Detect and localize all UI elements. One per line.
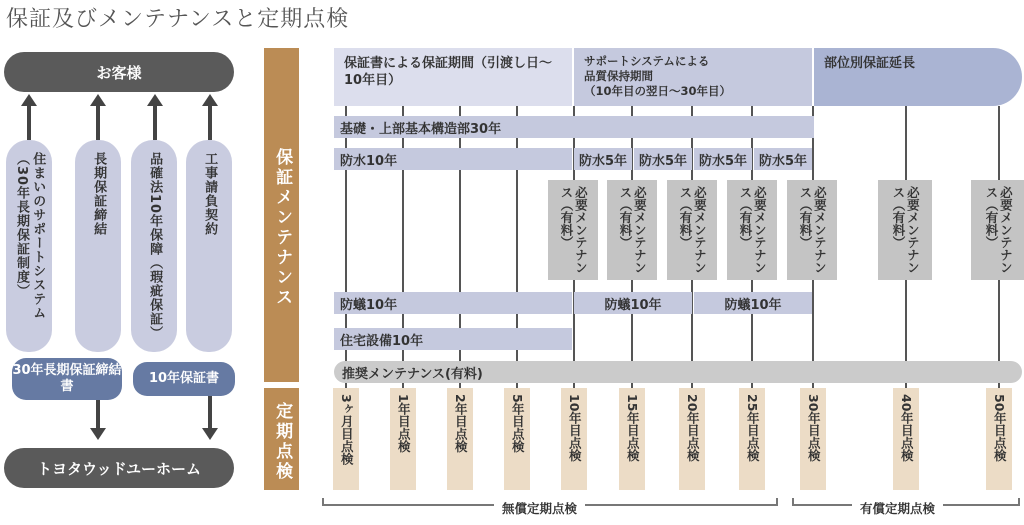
pillar-construction-contract: 工事請負契約 (186, 140, 232, 352)
bar-waterproof-5: 防水5年 (694, 148, 752, 170)
inspection-box: 10年目点検 (561, 388, 587, 490)
inspection-box: 1年目点検 (390, 388, 416, 490)
maintenance-box: 必要メンテナンス（有料） (548, 180, 598, 280)
maintenance-box: 必要メンテナンス（有料） (878, 180, 932, 280)
inspection-box: 2年目点検 (447, 388, 473, 490)
bar-waterproof-5: 防水5年 (574, 148, 632, 170)
arrow-up-icon (90, 94, 106, 106)
bracket-paid-label: 有償定期点検 (852, 499, 943, 517)
bar-equipment-10: 住宅設備10年 (334, 328, 572, 350)
header-warranty-period: 保証書による保証期間（引渡し日〜10年目） (334, 48, 572, 106)
header-support-period: サポートシステムによる 品質保持期間 （10年目の翌日〜30年目） (574, 48, 812, 106)
arrow-line (208, 396, 212, 430)
inspection-box: 20年目点検 (679, 388, 705, 490)
arrow-line (208, 104, 212, 140)
arrow-line (96, 104, 100, 140)
maintenance-box: 必要メンテナンス（有料） (667, 180, 717, 280)
inspection-box: 15年目点検 (619, 388, 645, 490)
bar-waterproof-10: 防水10年 (334, 148, 572, 170)
bracket-free-label: 無償定期点検 (494, 499, 585, 517)
header-extension: 部位別保証延長 (814, 48, 1022, 106)
arrow-up-icon (202, 94, 218, 106)
arrow-line (27, 104, 31, 140)
bar-termite-10: 防蟻10年 (694, 292, 812, 314)
maintenance-box: 必要メンテナンス（有料） (727, 180, 777, 280)
inspection-box: 5年目点検 (504, 388, 530, 490)
inspection-box: 40年目点検 (893, 388, 919, 490)
arrow-down-icon (90, 428, 106, 440)
pillar-quality-law: 品確法10年保障（瑕疵保証） (131, 140, 177, 352)
inspection-box: 30年目点検 (800, 388, 826, 490)
bar-waterproof-5: 防水5年 (754, 148, 812, 170)
arrow-down-icon (202, 428, 218, 440)
arrow-line (153, 104, 157, 140)
inspection-box: 50年目点検 (986, 388, 1012, 490)
side-label-inspection: 定期点検 (264, 388, 299, 490)
customer-label: お客様 (4, 52, 234, 92)
page-title: 保証及びメンテナンスと定期点検 (6, 7, 350, 32)
badge-30yr-contract: 30年長期保証締結書 (12, 358, 122, 400)
maintenance-box: 必要メンテナンス（有料） (787, 180, 837, 280)
badge-10yr-certificate: 10年保証書 (133, 362, 235, 396)
bar-recommended-maintenance: 推奨メンテナンス(有料) (334, 361, 1022, 383)
pillar-long-term-contract: 長期保証締結 (75, 140, 121, 352)
bar-termite-10: 防蟻10年 (574, 292, 692, 314)
maintenance-box: 必要メンテナンス（有料） (971, 180, 1024, 280)
arrow-up-icon (21, 94, 37, 106)
maintenance-box: 必要メンテナンス（有料） (607, 180, 657, 280)
bar-termite-10: 防蟻10年 (334, 292, 572, 314)
side-label-maintenance: 保証メンテナンス (264, 48, 299, 382)
bar-foundation: 基礎・上部基本構造部30年 (334, 116, 814, 138)
arrow-line (96, 396, 100, 430)
inspection-box: 3ヶ月目点検 (333, 388, 359, 490)
pillar-support-system: 住まいのサポートシステム（30年長期保証制度） (6, 140, 52, 352)
company-label: トヨタウッドユーホーム (4, 448, 234, 488)
inspection-box: 25年目点検 (739, 388, 765, 490)
bar-waterproof-5: 防水5年 (634, 148, 692, 170)
arrow-up-icon (147, 94, 163, 106)
